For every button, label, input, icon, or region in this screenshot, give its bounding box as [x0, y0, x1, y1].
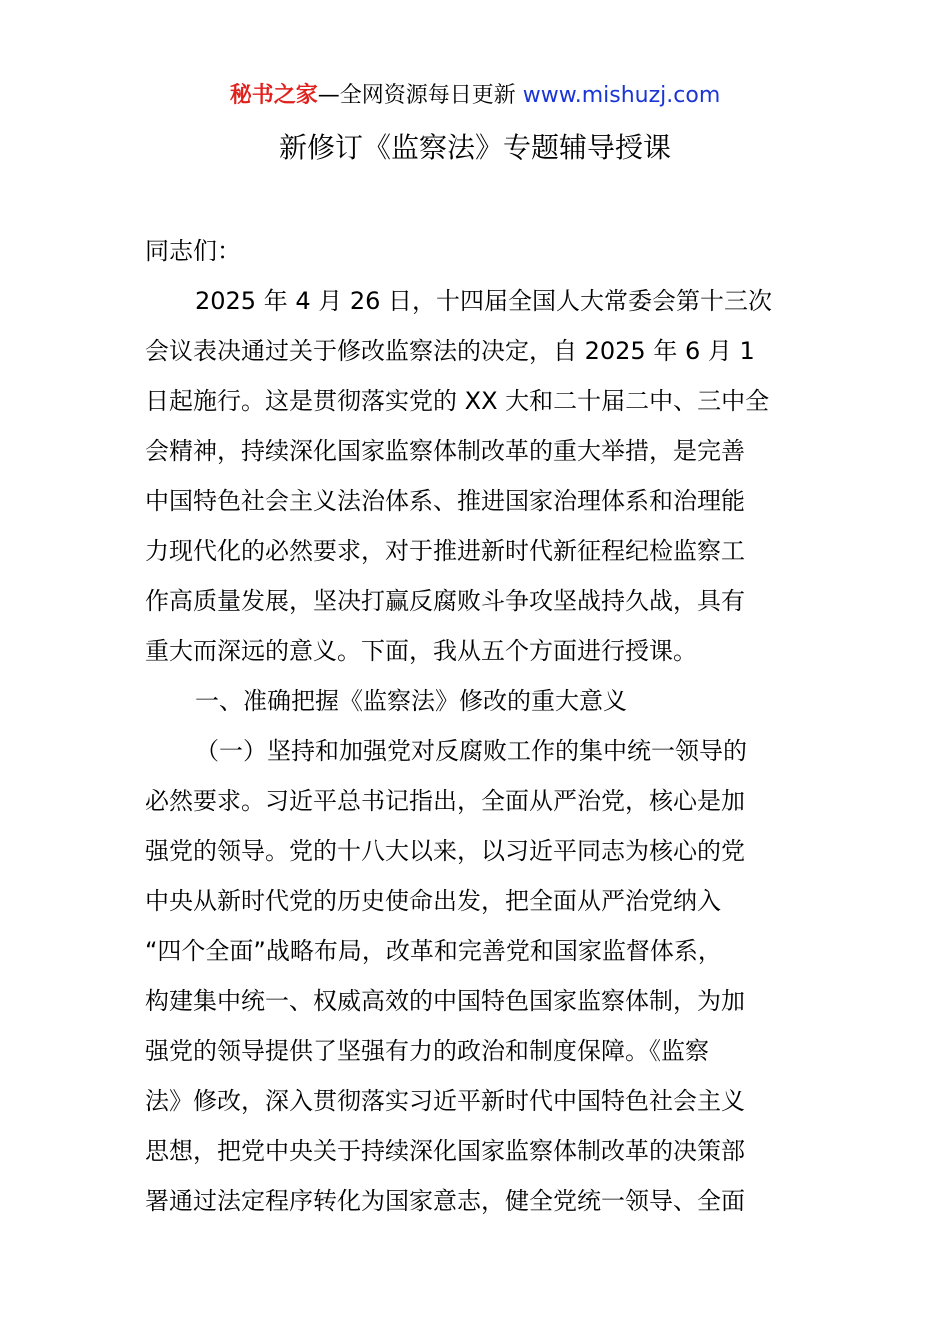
subsection-line: （一）坚持和加强党对反腐败工作的集中统一领导的	[195, 737, 747, 765]
salutation: 同志们：	[145, 237, 241, 265]
brand-name: 秘书之家	[229, 83, 318, 108]
header-slogan: —全网资源每日更新	[317, 83, 516, 108]
document-title: 新修订《监察法》专题辅导授课	[278, 131, 671, 164]
paragraph-line: 必然要求。习近平总书记指出，全面从严治党，核心是加	[145, 787, 745, 815]
paragraph-line: 2025 年 4 月 26 日，十四届全国人大常委会第十三次	[195, 287, 773, 315]
document-body	[145, 226, 825, 1226]
paragraph-line: 重大而深远的意义。下面，我从五个方面进行授课。	[145, 637, 697, 665]
paragraph-line: 作高质量发展，坚决打赢反腐败斗争攻坚战持久战，具有	[145, 587, 745, 615]
section-heading: 一、准确把握《监察法》修改的重大意义	[195, 687, 627, 715]
paragraph-line: 强党的领导提供了坚强有力的政治和制度保障。《监察	[145, 1037, 709, 1065]
paragraph-line: 力现代化的必然要求，对于推进新时代新征程纪检监察工	[145, 537, 745, 565]
paragraph-line: 会精神，持续深化国家监察体制改革的重大举措，是完善	[145, 437, 745, 465]
paragraph-line: 署通过法定程序转化为国家意志，健全党统一领导、全面	[145, 1187, 745, 1215]
paragraph-line: 思想，把党中央关于持续深化国家监察体制改革的决策部	[145, 1137, 745, 1165]
website-link[interactable]: www.mishuzj.com	[522, 83, 721, 108]
site-header	[0, 80, 950, 112]
paragraph-line: 中央从新时代党的历史使命出发，把全面从严治党纳入	[145, 887, 721, 915]
paragraph-line: 中国特色社会主义法治体系、推进国家治理体系和治理能	[145, 487, 745, 515]
paragraph-line: 法》修改，深入贯彻落实习近平新时代中国特色社会主义	[145, 1087, 745, 1115]
paragraph-line: “四个全面”战略布局，改革和完善党和国家监督体系，	[145, 937, 722, 965]
paragraph-line: 强党的领导。党的十八大以来，以习近平同志为核心的党	[145, 837, 745, 865]
paragraph-line: 日起施行。这是贯彻落实党的 XX 大和二十届二中、三中全	[145, 387, 770, 415]
paragraph-line: 会议表决通过关于修改监察法的决定，自 2025 年 6 月 1	[145, 337, 755, 365]
paragraph-line: 构建集中统一、权威高效的中国特色国家监察体制，为加	[145, 987, 745, 1015]
